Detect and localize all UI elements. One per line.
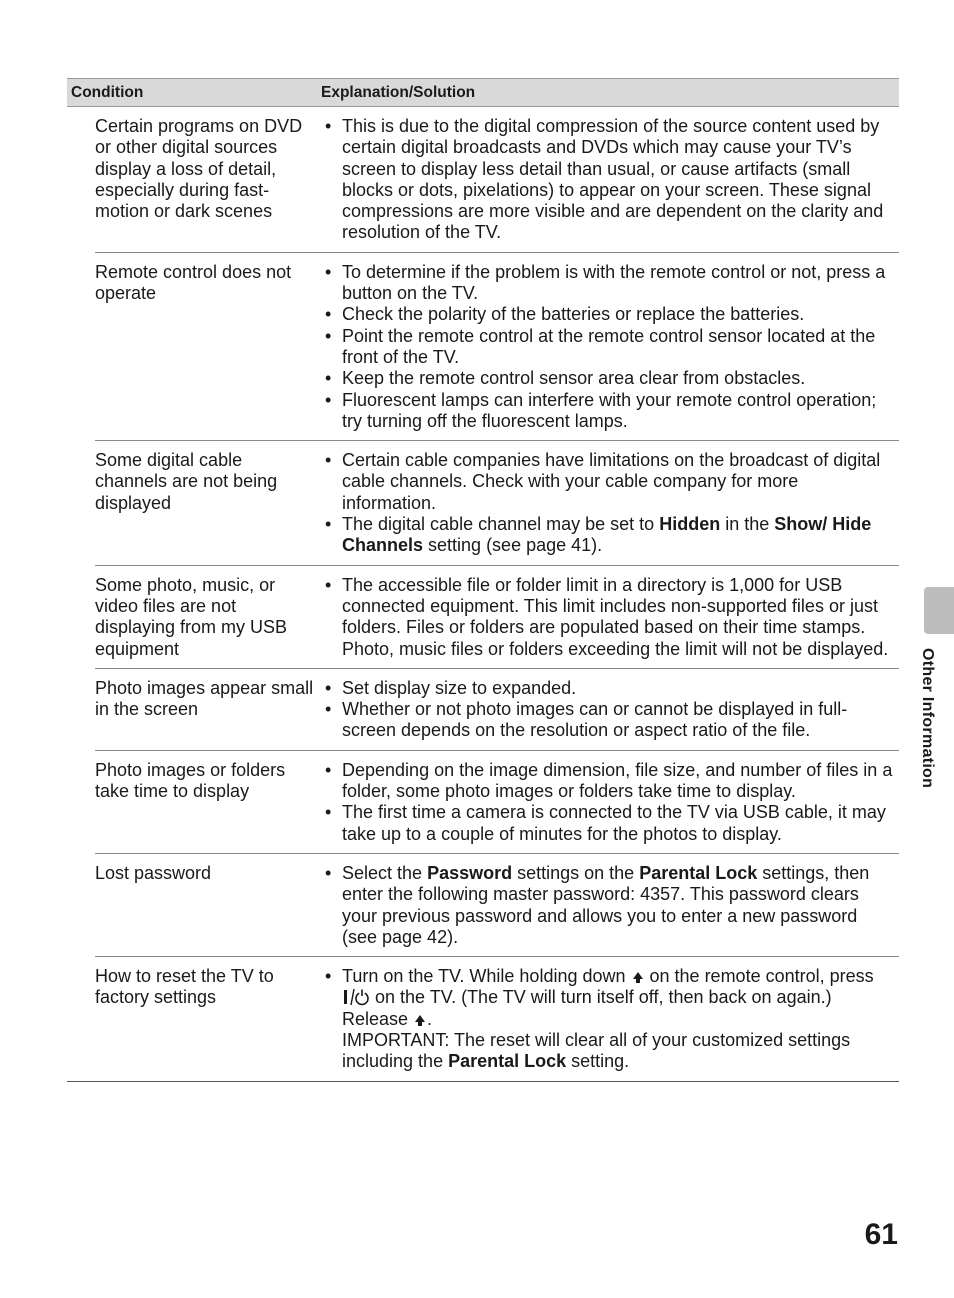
page-number: 61 — [864, 1218, 898, 1251]
condition-cell: Photo images or folders take time to display — [95, 759, 286, 802]
table-row — [95, 854, 899, 957]
table-row — [95, 441, 899, 565]
condition-cell: Photo images appear small in the screen — [95, 677, 314, 720]
menu-name-show-hide-channels: Show/ Hide Channels — [342, 514, 872, 556]
power-icon — [343, 988, 369, 1006]
explanation-cell — [323, 575, 899, 660]
condition-cell: How to reset the TV to factory settings — [95, 966, 274, 1008]
condition-cell: Some photo, music, or video files are not displaying from my USB equipment — [95, 574, 288, 659]
section-label: Other Information — [919, 648, 936, 789]
text-run: setting. — [566, 1051, 630, 1072]
condition-cell: Remote control does not operate — [95, 261, 292, 304]
up-arrow-icon — [415, 1015, 425, 1022]
explanation-cell — [323, 760, 899, 845]
explanation-cell — [323, 863, 899, 948]
explanation-cell — [323, 450, 899, 556]
table-row — [95, 107, 899, 253]
table-row — [95, 957, 899, 1080]
bullet-item: • Point the remote control at the remote control sensor located at the front of the TV. — [323, 326, 893, 369]
section-tab-marker — [924, 587, 954, 634]
menu-name-parental-lock: Parental Lock — [639, 862, 758, 883]
bullet-item: • This is due to the digital compression of the source content used by certain digital broadcasts and DVDs which may cause your TV’s screen to display less detail than usual, or cause artifacts (small blocks or dots, pixelations) to appear on your screen. These signal compressions are more visible and are dependent on the clarity and resolution of the TV. — [323, 116, 893, 244]
text-run: The digital cable channel may be set to — [342, 514, 660, 535]
bullet-item: • Certain cable companies have limitations on the broadcast of digital cable channels. Check with your cable company for more information. — [323, 450, 893, 514]
bullet-item — [323, 966, 893, 1030]
header-condition: Condition — [71, 83, 144, 101]
menu-name-password: Password — [427, 862, 513, 883]
menu-name-parental-lock: Parental Lock — [448, 1051, 567, 1072]
bullet-item: • Depending on the image dimension, file size, and number of files in a folder, some photo images or folders take time to display. — [323, 760, 893, 803]
bullet-item — [323, 514, 893, 557]
table-row — [95, 566, 899, 669]
bullet-item: • Whether or not photo images can or cannot be displayed in full-screen depends on the resolution or aspect ratio of the file. — [323, 699, 893, 742]
text-run: settings, then enter the following master password: 4357. This password clears your previous password and allows you to enter a new password (see page 42). — [342, 862, 870, 947]
table-row — [95, 751, 899, 854]
condition-cell: Lost password — [95, 862, 212, 883]
text-run: settings on the — [512, 862, 640, 883]
bullet-item: • Keep the remote control sensor area clear from obstacles. — [323, 368, 893, 389]
bullet-item: • Check the polarity of the batteries or replace the batteries. — [323, 304, 893, 325]
text-run: on the TV. (The TV will turn itself off, then back on again.) Release — [342, 987, 832, 1029]
bullet-item: • To determine if the problem is with the remote control or not, press a button on the TV. — [323, 262, 893, 305]
text-run: Turn on the TV. While holding down — [342, 966, 631, 987]
text-run: Select the — [342, 862, 428, 883]
text-run: . — [427, 1008, 433, 1029]
bullet-item: • Set display size to expanded. — [323, 678, 893, 699]
bullet-item — [323, 863, 893, 948]
table-row — [95, 253, 899, 441]
explanation-cell — [323, 678, 899, 742]
bullet-item: • The first time a camera is connected to the TV via USB cable, it may take up to a couple of minutes for the photos to display. — [323, 802, 893, 845]
explanation-cell — [323, 262, 899, 432]
explanation-cell — [323, 966, 899, 1072]
troubleshooting-table — [67, 78, 899, 1082]
bullet-item: • Fluorescent lamps can interfere with your remote control operation; try turning off the fluorescent lamps. — [323, 390, 893, 433]
explanation-cell — [323, 116, 899, 244]
text-run: setting (see page 41). — [423, 535, 603, 556]
condition-cell: Certain programs on DVD or other digital sources display a loss of detail, especially during fast-motion or dark scenes — [95, 116, 303, 222]
important-note — [323, 1030, 893, 1073]
bullet-item: • The accessible file or folder limit in a directory is 1,000 for USB connected equipment. This limit includes non-supported files or just folders. Files or folders are populated based on their time stamps. Photo, music files or folders exceeding the limit will not be displayed. — [323, 575, 893, 660]
text-run: in the — [720, 514, 775, 535]
table-row — [95, 669, 899, 751]
table-header — [67, 78, 899, 107]
condition-cell: Some digital cable channels are not being displayed — [95, 450, 278, 513]
text-run: on the remote control, press — [644, 966, 874, 987]
setting-value-hidden: Hidden — [659, 514, 721, 535]
text-run: IMPORTANT: The reset will clear all of your customized settings including the — [342, 1029, 851, 1072]
up-arrow-icon — [633, 972, 643, 979]
header-explanation: Explanation/Solution — [321, 83, 476, 101]
